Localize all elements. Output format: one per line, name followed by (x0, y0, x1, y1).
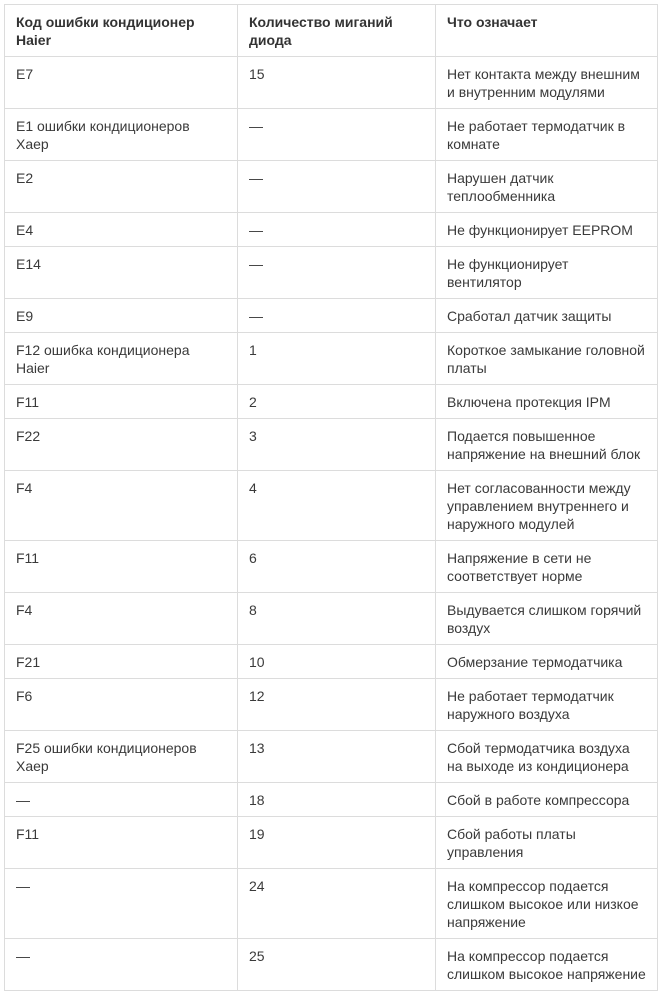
cell-error-code: — (5, 939, 238, 991)
cell-blink-count: — (238, 161, 436, 213)
table-row (5, 939, 658, 991)
cell-error-code: F12 ошибка кондиционера Haier (5, 333, 238, 385)
table-row (5, 419, 658, 471)
table-row (5, 679, 658, 731)
table-row (5, 247, 658, 299)
cell-blink-count: 3 (238, 419, 436, 471)
table-row (5, 213, 658, 247)
cell-meaning: На компрессор подается слишком высокое напряжение (436, 939, 658, 991)
cell-error-code: F21 (5, 645, 238, 679)
cell-blink-count: 4 (238, 471, 436, 541)
cell-blink-count: 13 (238, 731, 436, 783)
cell-error-code: E1 ошибки кондиционеров Хаер (5, 109, 238, 161)
cell-meaning: Не работает термодатчик наружного воздуха (436, 679, 658, 731)
table-row (5, 783, 658, 817)
cell-error-code: F11 (5, 385, 238, 419)
cell-blink-count: 6 (238, 541, 436, 593)
cell-meaning: Сбой термодатчика воздуха на выходе из кондиционера (436, 731, 658, 783)
cell-blink-count: 12 (238, 679, 436, 731)
cell-error-code: F4 (5, 593, 238, 645)
cell-error-code: F22 (5, 419, 238, 471)
cell-blink-count: 19 (238, 817, 436, 869)
cell-error-code: E7 (5, 57, 238, 109)
cell-meaning: Включена протекция IPM (436, 385, 658, 419)
cell-blink-count: — (238, 299, 436, 333)
cell-error-code: E4 (5, 213, 238, 247)
cell-blink-count: 1 (238, 333, 436, 385)
cell-error-code: — (5, 783, 238, 817)
cell-error-code: E2 (5, 161, 238, 213)
table-row (5, 817, 658, 869)
table-row (5, 471, 658, 541)
cell-meaning: Не функционирует EEPROM (436, 213, 658, 247)
table-header-row (5, 5, 658, 57)
table-row (5, 731, 658, 783)
cell-meaning: Напряжение в сети не соответствует норме (436, 541, 658, 593)
cell-error-code: F6 (5, 679, 238, 731)
table-row (5, 109, 658, 161)
cell-error-code: E14 (5, 247, 238, 299)
table-row (5, 333, 658, 385)
cell-blink-count: 18 (238, 783, 436, 817)
cell-blink-count: 8 (238, 593, 436, 645)
cell-blink-count: — (238, 247, 436, 299)
cell-meaning: Сбой работы платы управления (436, 817, 658, 869)
table-row (5, 593, 658, 645)
table-row (5, 869, 658, 939)
cell-blink-count: — (238, 213, 436, 247)
cell-meaning: Сработал датчик защиты (436, 299, 658, 333)
table-row (5, 645, 658, 679)
cell-meaning: Сбой в работе компрессора (436, 783, 658, 817)
cell-blink-count: 10 (238, 645, 436, 679)
cell-blink-count: 25 (238, 939, 436, 991)
cell-blink-count: 15 (238, 57, 436, 109)
cell-blink-count: 24 (238, 869, 436, 939)
table-row (5, 57, 658, 109)
header-error-code: Код ошибки кондиционер Haier (5, 5, 238, 57)
cell-meaning: На компрессор подается слишком высокое или низкое напряжение (436, 869, 658, 939)
cell-blink-count: — (238, 109, 436, 161)
table-row (5, 541, 658, 593)
cell-meaning: Нет контакта между внешним и внутренним модулями (436, 57, 658, 109)
error-codes-table (4, 4, 658, 991)
table-body (5, 57, 658, 991)
table-row (5, 161, 658, 213)
table-row (5, 299, 658, 333)
cell-error-code: F25 ошибки кондиционеров Хаер (5, 731, 238, 783)
table-row (5, 385, 658, 419)
cell-meaning: Выдувается слишком горячий воздух (436, 593, 658, 645)
header-blink-count: Количество миганий диода (238, 5, 436, 57)
cell-meaning: Короткое замыкание головной платы (436, 333, 658, 385)
cell-meaning: Нет согласованности между управлением внутреннего и наружного модулей (436, 471, 658, 541)
cell-error-code: F11 (5, 817, 238, 869)
cell-error-code: F4 (5, 471, 238, 541)
cell-blink-count: 2 (238, 385, 436, 419)
cell-meaning: Не работает термодатчик в комнате (436, 109, 658, 161)
cell-meaning: Нарушен датчик теплообменника (436, 161, 658, 213)
cell-error-code: E9 (5, 299, 238, 333)
header-meaning: Что означает (436, 5, 658, 57)
cell-error-code: — (5, 869, 238, 939)
cell-meaning: Не функционирует вентилятор (436, 247, 658, 299)
cell-meaning: Обмерзание термодатчика (436, 645, 658, 679)
cell-meaning: Подается повышенное напряжение на внешний блок (436, 419, 658, 471)
cell-error-code: F11 (5, 541, 238, 593)
